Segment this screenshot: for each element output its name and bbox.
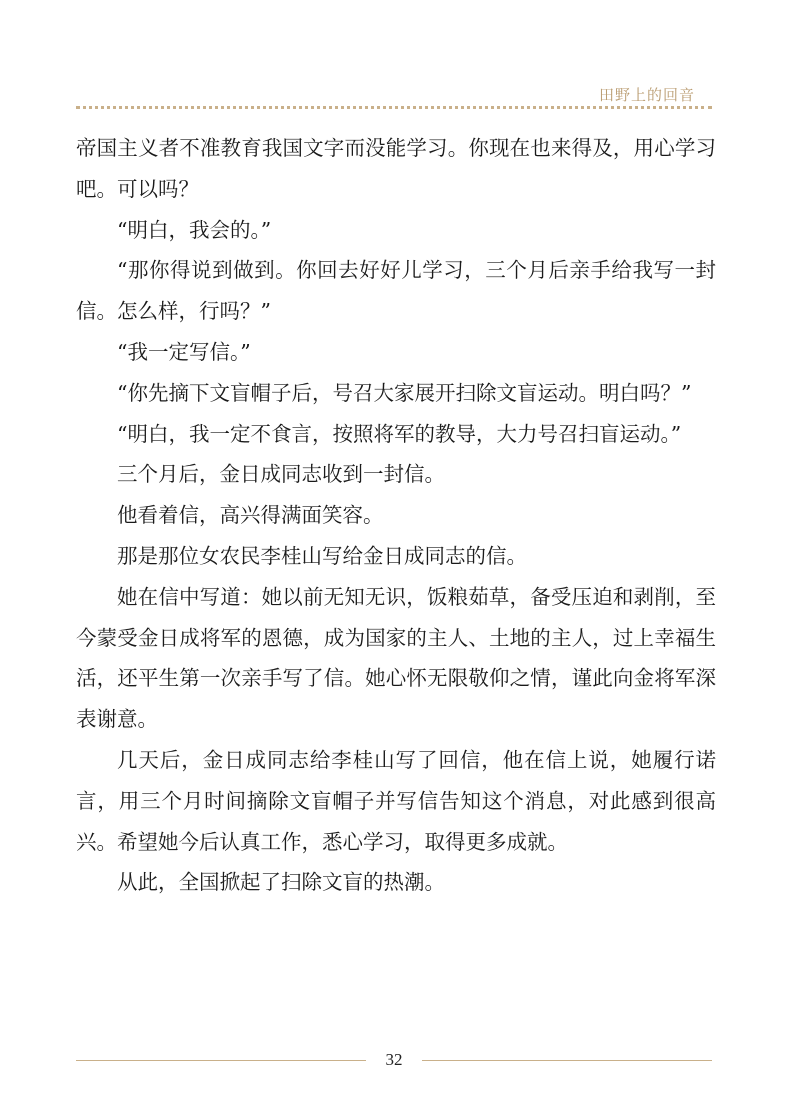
paragraph: “我一定写信。” xyxy=(117,339,251,364)
running-header-title: 田野上的回音 xyxy=(598,86,695,104)
paragraph: 三个月后，金日成同志收到一封信。 xyxy=(117,462,445,487)
paragraph: 从此，全国掀起了扫除文盲的热潮。 xyxy=(117,870,445,895)
paragraph: 几天后，金日成同志给李桂山写了回信，他在信上说，她履行诺言，用三个月时间摘除文盲帽子并写信告知这个消息，对此感到很高兴。希望她今后认真工作，悉心学习，取得更多成就。 xyxy=(76,747,716,854)
paragraph: 帝国主义者不准教育我国文字而没能学习。你现在也来得及，用心学习吧。可以吗？ xyxy=(76,136,716,201)
paragraph: 他看着信，高兴得满面笑容。 xyxy=(117,503,384,528)
footer-rule-right xyxy=(422,1060,712,1061)
page-footer xyxy=(76,1048,712,1072)
paragraph: 她在信中写道：她以前无知无识，饭粮茹草，备受压迫和剥削，至今蒙受金日成将军的恩德，成为国家的主人、土地的主人，过上幸福生活，还平生第一次亲手写了信。她心怀无限敬仰之情，谨此向金将军深表谢意。 xyxy=(76,584,716,732)
paragraph: “你先摘下文盲帽子后，号召大家展开扫除文盲运动。明白吗？” xyxy=(117,380,692,405)
page-number: 32 xyxy=(385,1050,403,1069)
paragraph: “明白，我一定不食言，按照将军的教导，大力号召扫盲运动。” xyxy=(117,421,682,446)
paragraph: “那你得说到做到。你回去好好儿学习，三个月后亲手给我写一封信。怎么样，行吗？” xyxy=(76,258,716,324)
paragraph: 那是那位女农民李桂山写给金日成同志的信。 xyxy=(117,543,527,568)
body-text xyxy=(76,128,716,903)
paragraph: “明白，我会的。” xyxy=(117,217,272,242)
header-dotted-rule xyxy=(76,106,712,109)
